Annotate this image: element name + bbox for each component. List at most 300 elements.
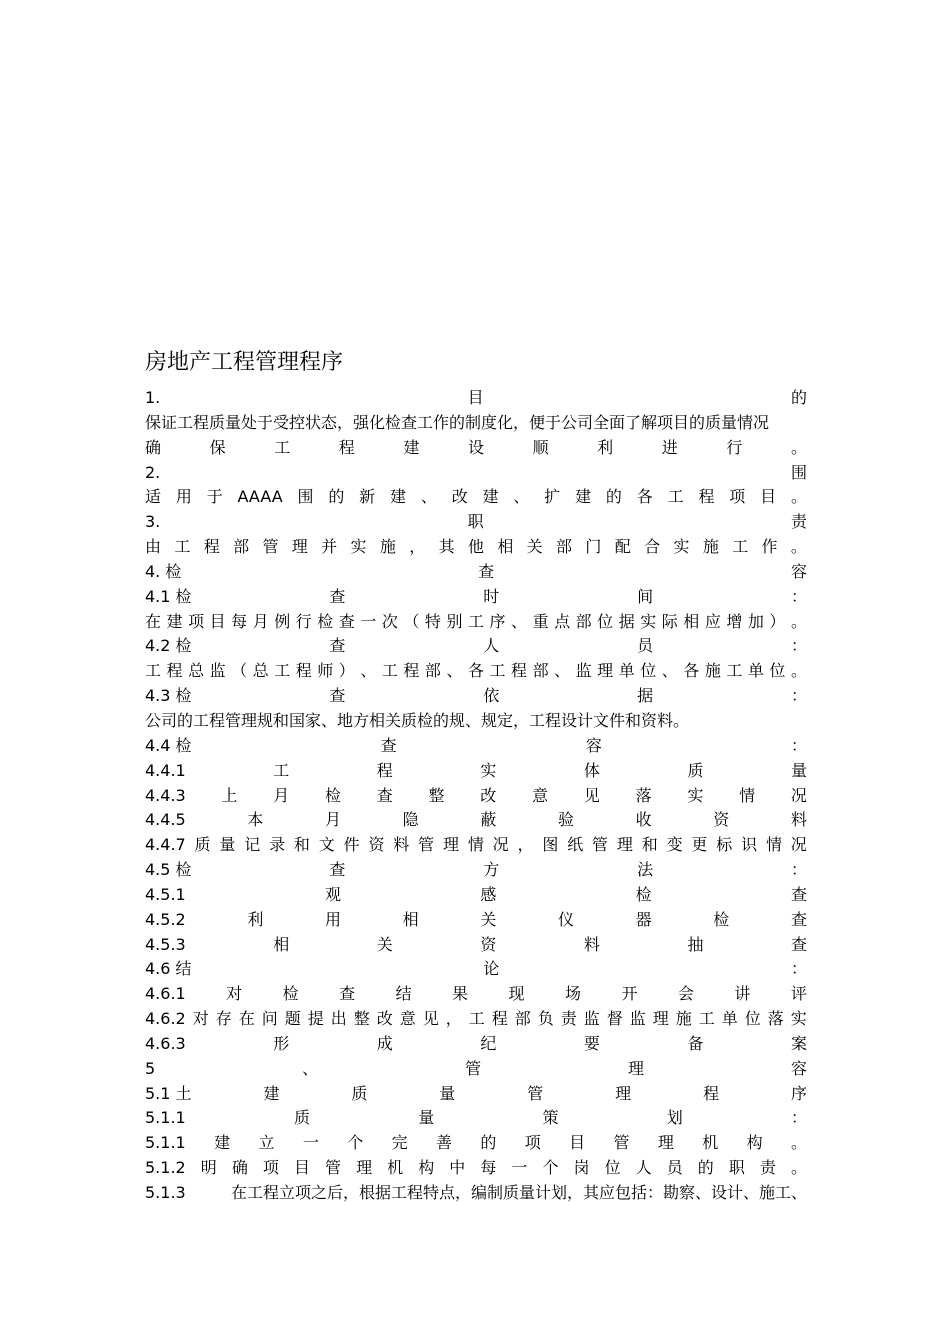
text-segment: 。 <box>790 1158 807 1178</box>
text-segment: 意 <box>532 785 549 805</box>
text-segment: 由 <box>145 537 162 557</box>
text-segment: 单 <box>747 661 764 681</box>
text-segment: 于 <box>206 487 223 507</box>
text-segment: 加 <box>747 611 764 631</box>
text-segment: 师 <box>317 661 334 681</box>
text-segment: 4.1 检 <box>145 586 192 606</box>
text-segment: 合 <box>644 537 661 557</box>
text-segment: 理 <box>291 537 308 557</box>
text-segment: 的 <box>605 487 622 507</box>
text-line <box>145 833 807 858</box>
document-body <box>145 386 807 1206</box>
text-segment: 一 <box>302 1133 319 1153</box>
text-segment: ： <box>790 735 807 755</box>
text-line <box>145 411 807 436</box>
text-segment: 位 <box>769 661 786 681</box>
text-line <box>145 510 807 535</box>
text-segment: 每 <box>480 1158 497 1178</box>
text-segment: 项 <box>188 611 205 631</box>
text-segment: 构 <box>418 1158 435 1178</box>
text-line <box>145 808 807 833</box>
text-line <box>145 1082 807 1107</box>
text-segment: 程 <box>376 760 393 780</box>
text-segment: ， <box>409 537 426 557</box>
text-segment: 实 <box>480 760 497 780</box>
text-segment: 增 <box>726 611 743 631</box>
text-segment: 记 <box>244 835 261 855</box>
text-line <box>145 485 807 510</box>
text-segment: 容 <box>790 1058 807 1078</box>
text-segment: 管 <box>527 1083 544 1103</box>
text-segment: 质 <box>687 760 704 780</box>
text-segment: 项 <box>524 1133 541 1153</box>
text-segment: 责 <box>759 1158 776 1178</box>
text-segment: 量 <box>439 1083 456 1103</box>
text-line <box>145 784 807 809</box>
text-segment: 查 <box>376 785 393 805</box>
text-segment: 利 <box>597 437 614 457</box>
text-segment: 工 <box>274 661 291 681</box>
text-segment: 4.5.3 <box>145 934 186 954</box>
text-segment: 4.3 检 <box>145 686 192 706</box>
text-segment: 更 <box>691 835 708 855</box>
text-segment: 况 <box>790 785 807 805</box>
text-segment: 工 <box>273 760 290 780</box>
text-segment: 4.5.1 <box>145 884 186 904</box>
text-segment: 建 <box>390 487 407 507</box>
text-segment: 仪 <box>557 909 574 929</box>
text-segment: 4.5.2 <box>145 909 186 929</box>
text-segment: 相 <box>273 934 290 954</box>
text-line <box>145 1032 807 1057</box>
text-segment: 部 <box>514 1009 531 1029</box>
text-line <box>145 659 807 684</box>
text-segment: 建 <box>166 611 183 631</box>
text-segment: 进 <box>661 437 678 457</box>
text-segment: 岗 <box>573 1158 590 1178</box>
text-segment: 提 <box>307 1009 324 1029</box>
text-segment: 改 <box>451 487 468 507</box>
text-line <box>145 1156 807 1181</box>
text-segment: 程 <box>511 661 528 681</box>
text-segment: 工 <box>468 1009 485 1029</box>
text-segment: 立 <box>258 1133 275 1153</box>
text-segment: 5 <box>145 1058 156 1078</box>
text-segment: 相 <box>497 537 514 557</box>
text-segment: 纸 <box>567 835 584 855</box>
text-segment: 部 <box>575 611 592 631</box>
text-segment: 隐 <box>402 810 419 830</box>
text-segment: 。 <box>790 1133 807 1153</box>
text-segment: 善 <box>435 1133 452 1153</box>
text-segment: 程 <box>338 437 355 457</box>
text-segment: 个 <box>347 1133 364 1153</box>
text-segment: 督 <box>606 1009 623 1029</box>
text-segment: 机 <box>387 1158 404 1178</box>
text-segment: 4. 检 <box>145 561 182 581</box>
text-segment: 工 <box>698 1009 715 1029</box>
text-segment: 4.6.2 <box>145 1009 186 1029</box>
text-segment: 程 <box>166 661 183 681</box>
text-segment: 检 <box>317 611 334 631</box>
text-segment: 验 <box>557 810 574 830</box>
text-segment: 据 <box>637 686 654 706</box>
text-segment: 监 <box>629 1009 646 1029</box>
text-line <box>145 933 807 958</box>
text-segment: 序 <box>790 1083 807 1103</box>
text-segment: 检 <box>635 884 652 904</box>
text-line <box>145 1181 807 1206</box>
text-segment: 4.6.3 <box>145 1033 186 1053</box>
text-segment: 责 <box>560 1009 577 1029</box>
text-segment: 位 <box>604 1158 621 1178</box>
text-segment: 观 <box>325 884 342 904</box>
text-segment: 备 <box>687 1033 704 1053</box>
text-line <box>145 858 807 883</box>
text-segment: 料 <box>583 934 600 954</box>
text-segment: 施 <box>704 661 721 681</box>
text-segment: 配 <box>614 537 631 557</box>
text-segment: 别 <box>446 611 463 631</box>
text-segment: 实 <box>350 537 367 557</box>
text-segment: 点 <box>554 611 571 631</box>
text-segment: 建 <box>214 1133 231 1153</box>
text-segment: 存 <box>215 1009 232 1029</box>
text-segment: 施 <box>379 537 396 557</box>
text-segment: 明 <box>200 1158 217 1178</box>
text-segment: 感 <box>480 884 497 904</box>
text-segment: 程 <box>203 537 220 557</box>
text-segment: 人 <box>483 636 500 656</box>
text-segment: 相 <box>683 611 700 631</box>
text-segment: 3. <box>145 512 161 532</box>
text-segment: 形 <box>273 1033 290 1053</box>
text-segment: 意 <box>399 1009 416 1029</box>
text-segment: 体 <box>583 760 600 780</box>
text-segment: 建 <box>575 487 592 507</box>
text-segment: 利 <box>247 909 264 929</box>
text-segment: 程 <box>703 1083 720 1103</box>
text-segment: 构 <box>746 1133 763 1153</box>
text-segment: 件 <box>343 835 360 855</box>
text-segment: 的 <box>790 388 807 407</box>
text-segment: 单 <box>721 1009 738 1029</box>
text-segment: 人 <box>635 1158 652 1178</box>
text-segment: 图 <box>542 835 559 855</box>
text-segment: 容 <box>585 735 602 755</box>
text-segment: 题 <box>284 1009 301 1029</box>
text-segment: 用 <box>175 487 192 507</box>
text-segment: 本 <box>247 810 264 830</box>
text-segment: 建 <box>263 1083 280 1103</box>
text-line <box>145 560 807 585</box>
text-line <box>145 1007 807 1032</box>
text-segment: 工 <box>274 437 291 457</box>
text-segment: 开 <box>621 984 638 1004</box>
text-segment: 程 <box>698 487 715 507</box>
text-segment: 查 <box>338 611 355 631</box>
text-segment: 并 <box>321 537 338 557</box>
text-segment: 理 <box>616 835 633 855</box>
text-segment: 适 <box>145 487 162 507</box>
text-segment: 4.4 检 <box>145 735 192 755</box>
text-segment: 目 <box>760 487 777 507</box>
text-segment: 查 <box>329 636 346 656</box>
text-segment: 监 <box>583 1009 600 1029</box>
text-segment: 机 <box>702 1133 719 1153</box>
text-segment: 料 <box>790 810 807 830</box>
text-segment: 例 <box>274 611 291 631</box>
text-line <box>145 1057 807 1082</box>
text-segment: 月 <box>325 810 342 830</box>
text-segment: 5.1.3 <box>145 1183 186 1202</box>
text-segment: 、 <box>302 1058 319 1078</box>
text-segment: 理 <box>597 661 614 681</box>
text-segment: ： <box>790 636 807 656</box>
text-segment: 施 <box>675 1009 692 1029</box>
text-segment: 位 <box>640 661 657 681</box>
text-segment: 每 <box>231 611 248 631</box>
text-segment: 总 <box>188 661 205 681</box>
text-segment: 在 <box>145 611 162 631</box>
text-segment: 监 <box>575 661 592 681</box>
text-segment: 理 <box>657 1133 674 1153</box>
text-segment: 实 <box>687 785 704 805</box>
text-segment: 项 <box>729 487 746 507</box>
text-line <box>145 585 807 610</box>
text-segment: 总 <box>252 661 269 681</box>
text-segment: 情 <box>765 835 782 855</box>
text-segment: 中 <box>449 1158 466 1178</box>
text-segment: 案 <box>790 1033 807 1053</box>
text-segment: 围 <box>790 462 807 482</box>
text-segment: 工 <box>381 661 398 681</box>
text-segment: 结 <box>395 984 412 1004</box>
text-segment: 查 <box>790 909 807 929</box>
text-segment: 管 <box>262 537 279 557</box>
text-segment: 会 <box>677 984 694 1004</box>
text-line <box>145 610 807 635</box>
text-segment: 见 <box>422 1009 439 1029</box>
text-segment: 文 <box>318 835 335 855</box>
text-segment: 理 <box>356 1158 373 1178</box>
text-segment: 器 <box>635 909 652 929</box>
text-segment: 况 <box>492 835 509 855</box>
text-segment: 实 <box>790 1009 807 1029</box>
text-segment: 个 <box>542 1158 559 1178</box>
text-segment: 查 <box>339 984 356 1004</box>
text-segment: 讲 <box>734 984 751 1004</box>
text-segment: 各 <box>683 661 700 681</box>
text-segment: ， <box>517 835 534 855</box>
text-segment: 4.5 检 <box>145 860 192 880</box>
text-line <box>145 982 807 1007</box>
text-segment: 设 <box>467 437 484 457</box>
text-segment: 整 <box>428 785 445 805</box>
text-line <box>145 684 807 709</box>
text-segment: 的 <box>328 487 345 507</box>
text-segment: 工 <box>732 537 749 557</box>
text-segment: 5.1.1 <box>145 1133 186 1153</box>
text-segment: 检 <box>282 984 299 1004</box>
text-segment: 评 <box>790 984 807 1004</box>
text-segment: 保 <box>209 437 226 457</box>
text-segment: 查 <box>478 561 495 581</box>
text-segment: 次 <box>381 611 398 631</box>
text-segment: 识 <box>741 835 758 855</box>
text-segment: 改 <box>376 1009 393 1029</box>
text-line <box>145 461 807 486</box>
text-segment: 工 <box>489 661 506 681</box>
text-segment: 。 <box>790 537 807 557</box>
text-line <box>145 535 807 560</box>
text-segment: 场 <box>564 984 581 1004</box>
text-segment: ： <box>790 586 807 606</box>
text-segment: 、 <box>554 661 571 681</box>
text-segment: 理 <box>442 835 459 855</box>
text-segment: 理 <box>615 1083 632 1103</box>
text-segment: ） <box>338 661 355 681</box>
text-segment: 4.4.1 <box>145 760 186 780</box>
text-segment: 管 <box>613 1133 630 1153</box>
text-segment: 员 <box>666 1158 683 1178</box>
text-segment: 职 <box>467 512 484 532</box>
text-segment: 部 <box>532 661 549 681</box>
text-segment: 、 <box>511 611 528 631</box>
text-segment: 在 <box>238 1009 255 1029</box>
text-segment: 4.2 检 <box>145 636 192 656</box>
text-segment: 论 <box>483 959 500 979</box>
text-segment: 4.6 结 <box>145 959 192 979</box>
text-segment: 查 <box>329 860 346 880</box>
text-segment: 序 <box>489 611 506 631</box>
text-segment: 落 <box>635 785 652 805</box>
text-segment: 见 <box>583 785 600 805</box>
text-segment: 5.1.1 <box>145 1108 186 1128</box>
text-segment: 部 <box>424 661 441 681</box>
text-segment: 和 <box>641 835 658 855</box>
text-segment: 策 <box>542 1108 559 1128</box>
text-segment: 标 <box>716 835 733 855</box>
text-segment: 工 <box>467 611 484 631</box>
text-segment: 整 <box>353 1009 370 1029</box>
text-segment: 工 <box>726 661 743 681</box>
text-segment: ： <box>790 860 807 880</box>
text-segment: 作 <box>761 537 778 557</box>
text-segment: 建 <box>482 487 499 507</box>
text-segment: 。 <box>790 487 807 507</box>
text-line <box>145 957 807 982</box>
text-segment: 一 <box>511 1158 528 1178</box>
text-segment: 部 <box>233 537 250 557</box>
text-segment: 程 <box>491 1009 508 1029</box>
text-segment: 扩 <box>544 487 561 507</box>
text-segment: 依 <box>483 686 500 706</box>
text-segment: 。 <box>790 611 807 631</box>
text-line <box>145 436 807 461</box>
text-segment: 职 <box>728 1158 745 1178</box>
text-segment: AAAA <box>237 487 283 507</box>
text-segment: 查 <box>790 934 807 954</box>
text-segment: （ <box>231 661 248 681</box>
text-segment: 、 <box>513 487 530 507</box>
text-segment: 实 <box>640 611 657 631</box>
text-segment: 管 <box>465 1058 482 1078</box>
text-segment: 查 <box>790 884 807 904</box>
text-segment: 完 <box>391 1133 408 1153</box>
text-line <box>145 908 807 933</box>
text-line <box>145 734 807 759</box>
text-segment: 关 <box>526 537 543 557</box>
text-segment: 要 <box>583 1033 600 1053</box>
text-segment: 量 <box>790 760 807 780</box>
text-segment: 项 <box>262 1158 279 1178</box>
text-segment: 确 <box>145 437 162 457</box>
text-segment: 相 <box>402 909 419 929</box>
text-segment: 特 <box>424 611 441 631</box>
text-line <box>145 709 807 734</box>
text-segment: 目 <box>209 611 226 631</box>
text-segment: 工 <box>667 487 684 507</box>
text-segment: 工 <box>145 661 162 681</box>
text-segment: 重 <box>532 611 549 631</box>
text-segment: 2. <box>145 462 161 482</box>
text-segment: 位 <box>744 1009 761 1029</box>
text-segment: 施 <box>702 537 719 557</box>
text-segment: 部 <box>556 537 573 557</box>
text-segment: 落 <box>767 1009 784 1029</box>
text-segment: 负 <box>537 1009 554 1029</box>
text-segment: 新 <box>359 487 376 507</box>
text-segment: ， <box>445 1009 462 1029</box>
text-segment: ） <box>769 611 786 631</box>
text-segment: 管 <box>325 1158 342 1178</box>
text-segment: 录 <box>269 835 286 855</box>
text-segment: 况 <box>790 835 807 855</box>
text-line <box>145 883 807 908</box>
text-segment: 各 <box>467 661 484 681</box>
text-segment: 抽 <box>687 934 704 954</box>
text-segment: 1. <box>145 388 161 407</box>
text-segment: 他 <box>467 537 484 557</box>
text-segment: 蔽 <box>480 810 497 830</box>
text-segment: 一 <box>360 611 377 631</box>
text-segment: 间 <box>637 586 654 606</box>
text-segment: 量 <box>219 835 236 855</box>
text-segment: 各 <box>636 487 653 507</box>
text-segment: 监 <box>209 661 226 681</box>
text-segment: 位 <box>597 611 614 631</box>
text-segment: 应 <box>704 611 721 631</box>
text-segment: 顺 <box>532 437 549 457</box>
text-segment: 理 <box>628 1058 645 1078</box>
text-segment: 公司的工程管理规和国家、地方相关质检的规、规定，工程设计文件和资料。 <box>145 710 690 730</box>
text-segment: 5.1 土 <box>145 1083 192 1103</box>
text-segment: 员 <box>637 636 654 656</box>
text-segment: 情 <box>739 785 756 805</box>
text-segment: 建 <box>403 437 420 457</box>
text-segment: 问 <box>261 1009 278 1029</box>
text-segment: 量 <box>418 1108 435 1128</box>
text-segment: 目 <box>467 388 484 407</box>
text-segment: 质 <box>293 1108 310 1128</box>
text-segment: 工 <box>174 537 191 557</box>
text-segment: 理 <box>652 1009 669 1029</box>
text-segment: 4.4.5 <box>145 810 186 830</box>
text-segment: 管 <box>418 835 435 855</box>
text-segment: 对 <box>192 1009 209 1029</box>
text-segment: 查 <box>329 586 346 606</box>
